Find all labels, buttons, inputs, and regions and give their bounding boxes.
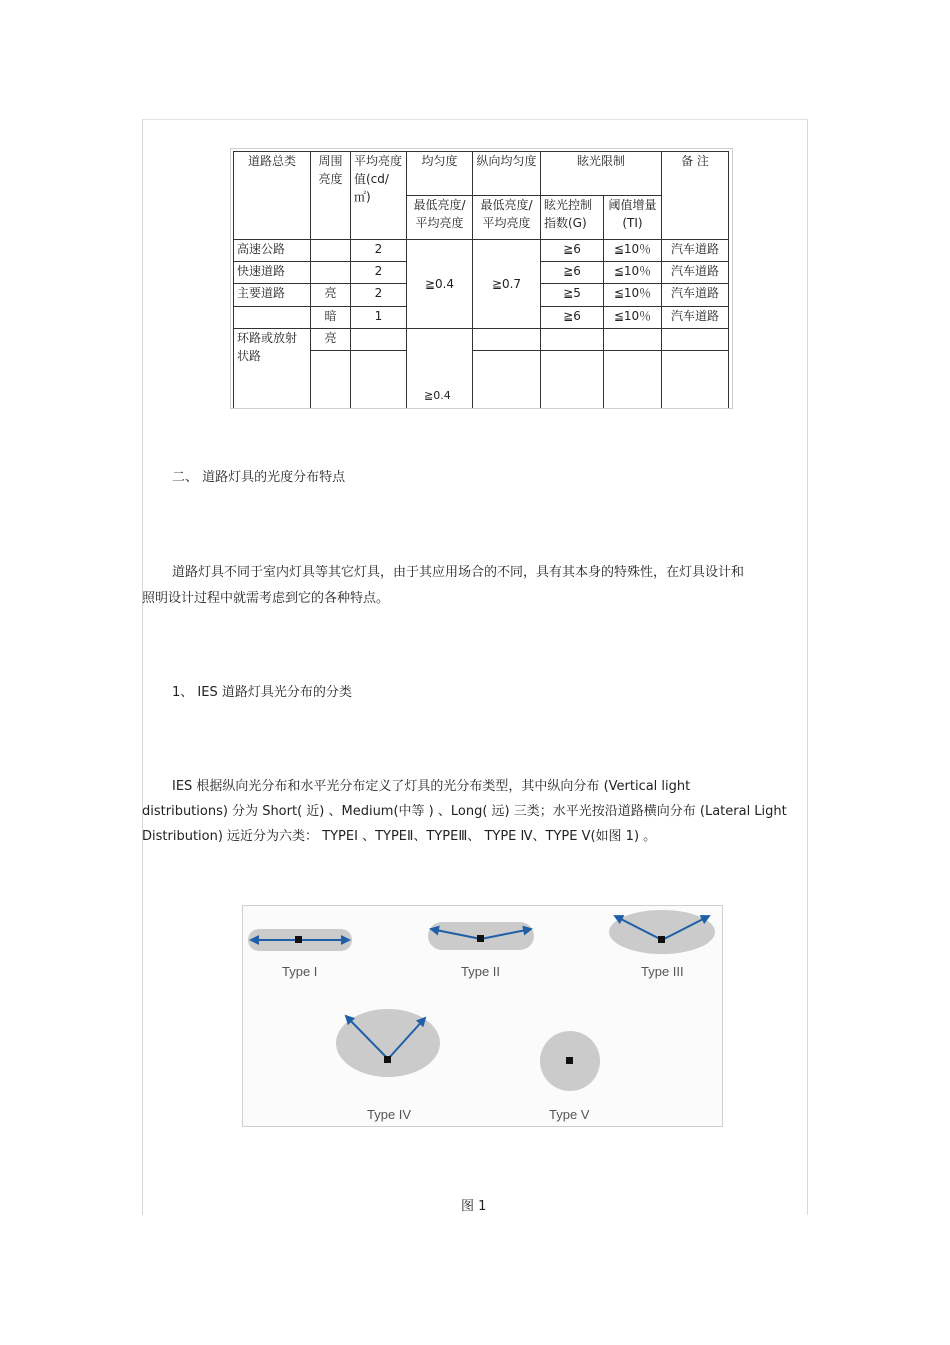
cell-road: 主要道路 [234, 284, 311, 307]
cell-ti: ≦10％ [604, 284, 662, 307]
para2-line1: IES 根据纵向光分布和水平光分布定义了灯具的光分布类型，其中纵向分布 (Vertical light [172, 779, 691, 794]
type-3-label: Type III [641, 964, 684, 979]
cell-uniformity: ≧0.4 [407, 240, 473, 329]
cell-ambient: 亮 [311, 329, 351, 351]
cell-road: 高速公路 [234, 240, 311, 262]
para1-line1: 道路灯具不同于室内灯具等其它灯具，由于其应用场合的不同，具有其本身的特殊性，在灯具设计和 [172, 565, 745, 580]
cell-avg [351, 329, 407, 351]
th-remarks: 备 注 [662, 152, 729, 240]
cell-road: 环路或放射状路 [234, 329, 311, 410]
figure-light-distribution-types [242, 905, 723, 1127]
cell-empty [541, 351, 604, 410]
cell-avg: 2 [351, 240, 407, 262]
cell-remark: 汽车道路 [662, 240, 729, 262]
para1-line2: 照明设计过程中就需考虑到它的各种特点。 [142, 591, 390, 606]
para2-line3: Distribution) 远近分为六类： TYPEⅠ 、TYPEⅡ、TYPEⅢ、 TYPE Ⅳ、TYPE Ⅴ(如图 1) 。 [142, 829, 657, 844]
cell-glare-index: ≧6 [541, 240, 604, 262]
cell-glare-index: ≧5 [541, 284, 604, 307]
section-heading: 二、 道路灯具的光度分布特点 [172, 470, 346, 485]
cell-glare-index: ≧6 [541, 307, 604, 329]
para2-line2: distributions) 分为 Short( 近) 、Medium(中等 ) 、Long( 远) 三类；水平光按沿道路横向分布 (Lateral Light [142, 804, 787, 819]
cell-empty [473, 351, 541, 410]
type-3-diagram [609, 910, 715, 979]
th-ti: 阈值增量(TI) [604, 196, 662, 240]
cell-ti: ≦10％ [604, 240, 662, 262]
th-long-uniformity: 纵向均匀度 [473, 152, 541, 196]
cell-ti [604, 329, 662, 351]
cell-ambient [311, 240, 351, 262]
cell-ti: ≦10％ [604, 262, 662, 284]
cell-empty [351, 351, 407, 410]
cell-empty [311, 351, 351, 410]
subheading: 1、 IES 道路灯具光分布的分类 [172, 685, 352, 700]
standard-table [233, 151, 729, 409]
th-min-avg-1: 最低亮度/平均亮度 [407, 196, 473, 240]
cell-avg: 1 [351, 307, 407, 329]
cut-off-value: ≧0.4 [424, 389, 451, 402]
th-glare-index: 眩光控制指数(G) [541, 196, 604, 240]
cell-ambient: 暗 [311, 307, 351, 329]
cell-long-uniformity: ≧0.7 [473, 240, 541, 329]
th-min-avg-2: 最低亮度/平均亮度 [473, 196, 541, 240]
table-row [234, 240, 729, 262]
cell-glare-index [541, 329, 604, 351]
cell-long-uniformity-empty [473, 329, 541, 351]
table-row [234, 329, 729, 351]
cell-remark: 汽车道路 [662, 307, 729, 329]
luminance-standard-table [230, 148, 733, 409]
type-1-diagram [248, 929, 352, 979]
type-2-label: Type II [461, 964, 501, 979]
distribution-diagram [243, 906, 722, 1126]
cell-glare-index: ≧6 [541, 262, 604, 284]
th-uniformity: 均匀度 [407, 152, 473, 196]
cell-ti: ≦10％ [604, 307, 662, 329]
cell-avg: 2 [351, 262, 407, 284]
type-4-label: Type IV [367, 1107, 412, 1122]
type-2-diagram [428, 922, 534, 979]
type-4-diagram [336, 1009, 440, 1122]
cell-remark [662, 329, 729, 351]
th-glare: 眩光限制 [541, 152, 662, 196]
cell-remark: 汽车道路 [662, 262, 729, 284]
cell-remark: 汽车道路 [662, 284, 729, 307]
cell-ambient: 亮 [311, 284, 351, 307]
cell-avg: 2 [351, 284, 407, 307]
th-road-class: 道路总类 [234, 152, 311, 240]
type-1-label: Type I [282, 964, 318, 979]
cell-road: 快速道路 [234, 262, 311, 284]
cell-ambient [311, 262, 351, 284]
cell-empty [604, 351, 662, 410]
cell-empty [662, 351, 729, 410]
type-5-diagram [540, 1031, 600, 1122]
th-ambient: 周围亮度 [311, 152, 351, 240]
type-5-label: Type V [549, 1107, 590, 1122]
th-avg-luminance: 平均亮度值(cd/㎡) [351, 152, 407, 240]
figure-caption: 图 1 [461, 1199, 487, 1214]
cell-road [234, 307, 311, 329]
